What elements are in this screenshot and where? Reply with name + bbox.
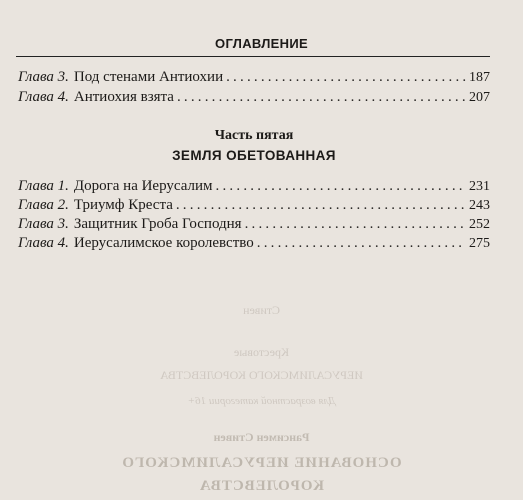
page-number: 207: [469, 90, 490, 105]
toc-entry: [18, 196, 490, 215]
bleed-through-text: КОРОЛЕВСТВА: [198, 478, 325, 494]
bleed-through-text: ОСНОВАНИЕ ИЕРУСАЛИМСКОГО: [121, 455, 402, 471]
page-number: 252: [469, 217, 490, 232]
toc-entry: [18, 88, 490, 107]
chapter-title: Дорога на Иерусалим: [73, 178, 213, 194]
chapter-label: Глава 4.: [18, 89, 69, 105]
dot-leader: [176, 196, 466, 214]
dot-leader: [245, 215, 466, 233]
dot-leader: [177, 88, 466, 106]
dot-leader: [257, 234, 466, 252]
dot-leader: [216, 177, 466, 195]
chapter-title: Антиохия взята: [73, 89, 174, 105]
chapter-title: Иерусалимское королевство: [73, 235, 254, 251]
bleed-through-text: Рансимен Стивен: [213, 430, 310, 444]
header-rule: [16, 56, 490, 57]
chapter-title: Триумф Креста: [73, 197, 173, 213]
toc-entry: [18, 215, 490, 234]
bleed-through-text: Для возрастной категории 16+: [187, 395, 336, 407]
bleed-through-text: Крестовые: [233, 345, 290, 359]
chapter-label: Глава 1.: [18, 178, 69, 194]
toc-entry: [18, 234, 490, 253]
chapter-label: Глава 3.: [18, 69, 69, 85]
chapter-title: Под стенами Антиохии: [73, 69, 224, 85]
chapter-title: Защитник Гроба Господня: [73, 216, 242, 232]
bleed-through-text: ИЕРУСАЛИМСКОГО КОРОЛЕВСТВА: [159, 368, 364, 382]
page-number: 243: [469, 198, 490, 213]
page-number: 187: [469, 70, 490, 85]
toc-entry: [18, 177, 490, 196]
dot-leader: [226, 68, 466, 86]
page-number: 275: [469, 236, 490, 251]
page-number: 231: [469, 179, 490, 194]
part-number: Часть пятая: [214, 128, 294, 143]
toc-entry: [18, 68, 490, 87]
bleed-through-text: Стивен: [243, 303, 280, 317]
chapter-label: Глава 3.: [18, 216, 69, 232]
page-header: ОГЛАВЛЕНИЕ: [215, 36, 308, 51]
chapter-label: Глава 2.: [18, 197, 69, 213]
part-title: ЗЕМЛЯ ОБЕТОВАННАЯ: [172, 148, 336, 163]
chapter-label: Глава 4.: [18, 235, 69, 251]
